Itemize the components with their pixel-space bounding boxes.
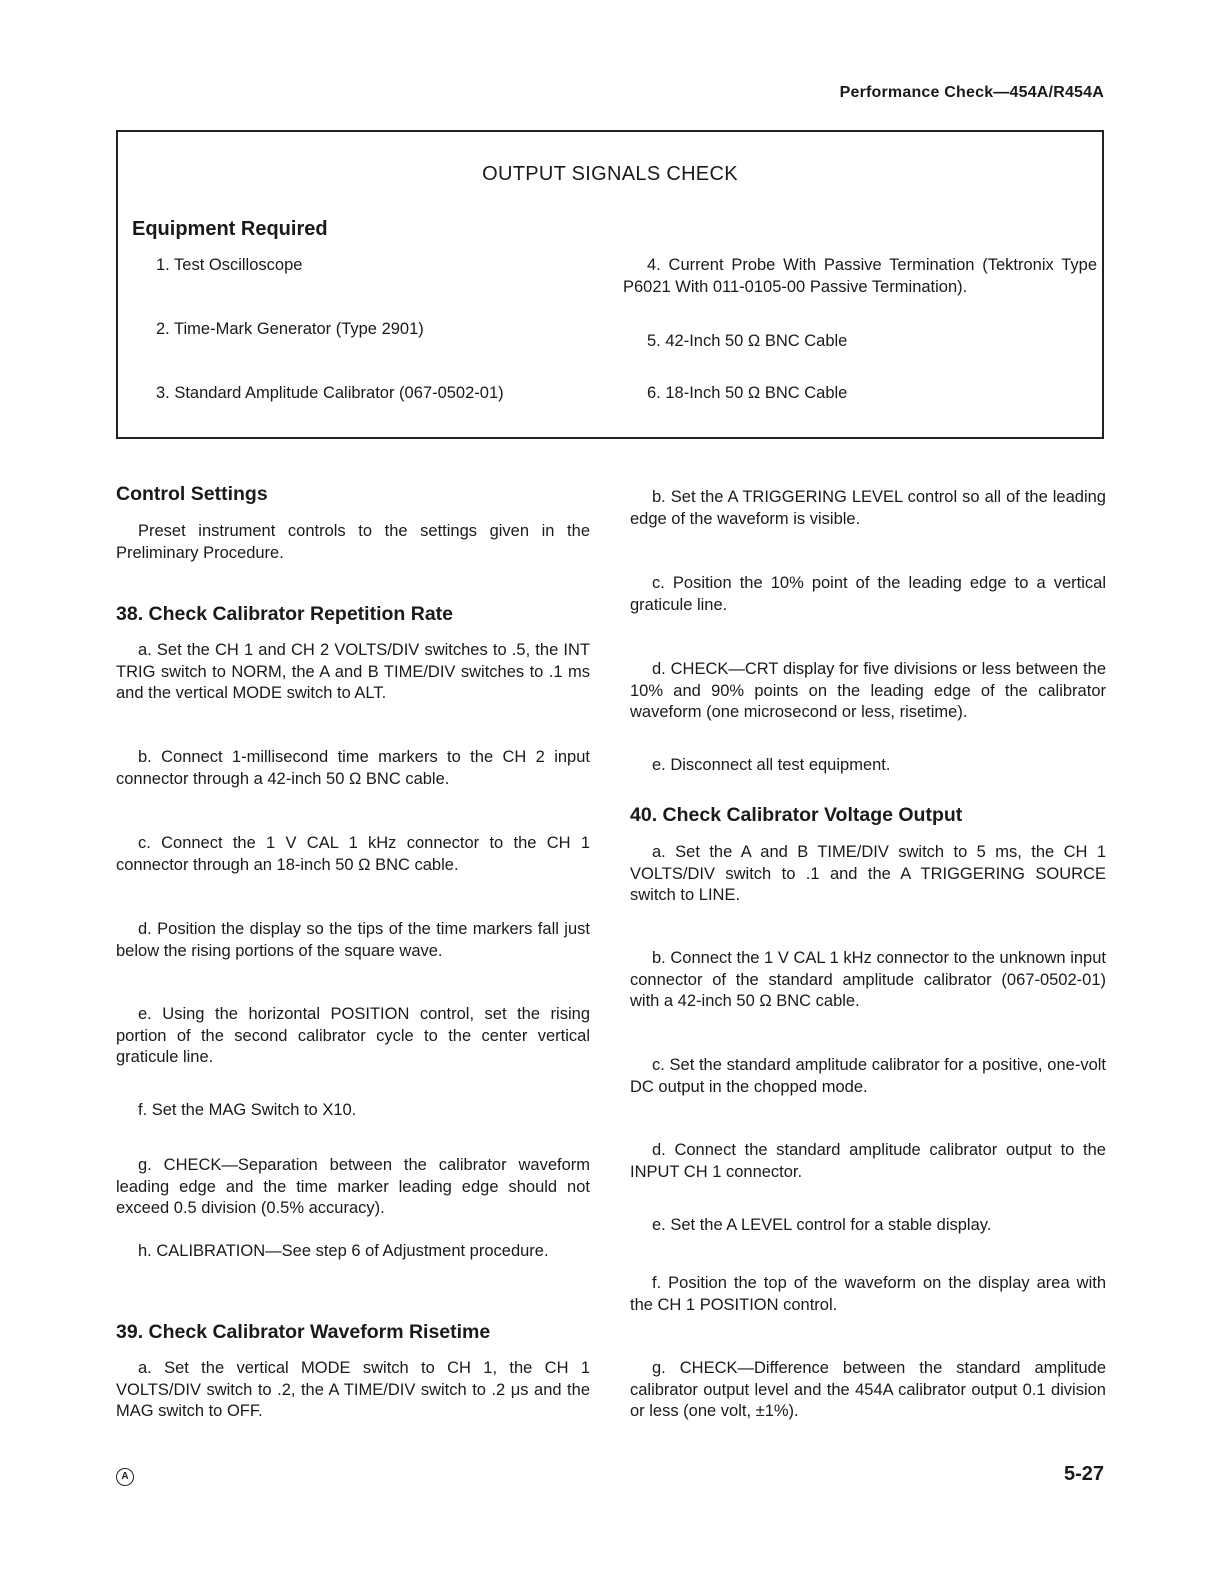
step-40g: g. CHECK—Difference between the standard amplitude calibrator output level and the 454A calibrator output 0.1 division or less (one volt, ±1%). bbox=[630, 1359, 1106, 1420]
section-39-heading: 39. Check Calibrator Waveform Risetime bbox=[116, 1321, 491, 1343]
step-40b: b. Connect the 1 V CAL 1 kHz connector to the unknown input connector of the standard amplitude calibrator (067-0502-01) with a 42-inch 50 Ω BNC cable. bbox=[630, 949, 1106, 1010]
step-39a: a. Set the vertical MODE switch to CH 1, the CH 1 VOLTS/DIV switch to .2, the A TIME/DIV switch to .2 μs and the MAG switch to OFF. bbox=[116, 1359, 590, 1420]
equipment-box bbox=[116, 130, 1104, 439]
control-settings-heading: Control Settings bbox=[116, 483, 268, 505]
step-38h: h. CALIBRATION—See step 6 of Adjustment procedure. bbox=[138, 1242, 549, 1260]
equipment-item: 4. Current Probe With Passive Termination (Tektronix Type P6021 With 011-0105-00 Passive Termination). bbox=[623, 256, 1097, 296]
step-38d: d. Position the display so the tips of the time markers fall just below the rising portions of the square wave. bbox=[116, 920, 590, 960]
equipment-item: 2. Time-Mark Generator (Type 2901) bbox=[156, 320, 424, 338]
equipment-item: 6. 18-Inch 50 Ω BNC Cable bbox=[647, 384, 848, 402]
box-title: OUTPUT SIGNALS CHECK bbox=[482, 163, 738, 185]
step-39e: e. Disconnect all test equipment. bbox=[652, 756, 891, 774]
section-38-heading: 38. Check Calibrator Repetition Rate bbox=[116, 603, 454, 625]
step-39b: b. Set the A TRIGGERING LEVEL control so all of the leading edge of the waveform is visible. bbox=[630, 488, 1106, 528]
step-39c: c. Position the 10% point of the leading edge to a vertical graticule line. bbox=[630, 574, 1106, 614]
equipment-item: 1. Test Oscilloscope bbox=[156, 256, 303, 274]
step-39d: d. CHECK—CRT display for five divisions or less between the 10% and 90% points on the leading edge of the calibrator waveform (one microsecond or less, risetime). bbox=[630, 660, 1106, 721]
equipment-item: 5. 42-Inch 50 Ω BNC Cable bbox=[647, 332, 848, 350]
page-number: 5-27 bbox=[1063, 1463, 1104, 1485]
section-40-heading: 40. Check Calibrator Voltage Output bbox=[630, 804, 963, 826]
step-38f: f. Set the MAG Switch to X10. bbox=[138, 1101, 357, 1119]
control-settings-text: Preset instrument controls to the settings given in the Preliminary Procedure. bbox=[116, 522, 590, 562]
running-header: Performance Check—454A/R454A bbox=[839, 84, 1104, 101]
step-38e: e. Using the horizontal POSITION control, set the rising portion of the second calibrator cycle to the center vertical graticule line. bbox=[116, 1005, 590, 1066]
step-38c: c. Connect the 1 V CAL 1 kHz connector to the CH 1 connector through an 18-inch 50 Ω BNC cable. bbox=[116, 834, 590, 874]
publisher-logo: A bbox=[116, 1468, 134, 1486]
step-40d: d. Connect the standard amplitude calibrator output to the INPUT CH 1 connector. bbox=[630, 1141, 1106, 1181]
equipment-required-heading: Equipment Required bbox=[132, 218, 328, 240]
step-38a: a. Set the CH 1 and CH 2 VOLTS/DIV switches to .5, the INT TRIG switch to NORM, the A and B TIME/DIV switches to .1 ms and the vertical MODE switch to ALT. bbox=[116, 641, 590, 702]
step-40f: f. Position the top of the waveform on the display area with the CH 1 POSITION control. bbox=[630, 1274, 1106, 1314]
equipment-item: 3. Standard Amplitude Calibrator (067-0502-01) bbox=[156, 384, 504, 402]
step-40e: e. Set the A LEVEL control for a stable display. bbox=[652, 1216, 992, 1234]
step-38b: b. Connect 1-millisecond time markers to the CH 2 input connector through a 42-inch 50 Ω BNC cable. bbox=[116, 748, 590, 788]
step-40c: c. Set the standard amplitude calibrator for a positive, one-volt DC output in the chopped mode. bbox=[630, 1056, 1106, 1096]
step-38g: g. CHECK—Separation between the calibrator waveform leading edge and the time marker leading edge should not exceed 0.5 division (0.5% accuracy). bbox=[116, 1156, 590, 1217]
step-40a: a. Set the A and B TIME/DIV switch to 5 ms, the CH 1 VOLTS/DIV switch to .1 and the A TRIGGERING SOURCE switch to LINE. bbox=[630, 843, 1106, 904]
